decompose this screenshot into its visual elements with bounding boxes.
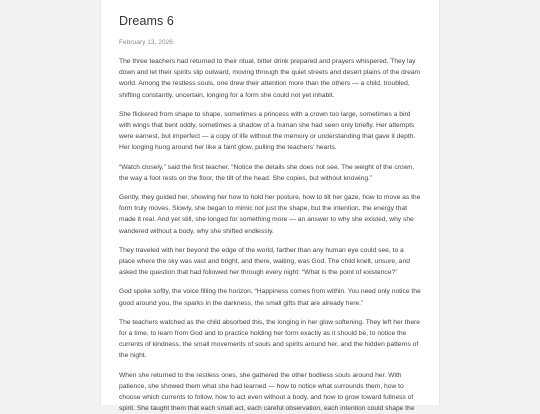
article-page [100, 0, 440, 413]
paragraph: The three teachers had returned to their ritual, bitter drink prepared and prayers whispered. They lay down and let their spirits slip outward, moving through the quiet streets and desert plains of the dream world. Among the restless souls, one drew their attention more than the others — a child, troubled, shifting constantly, uncertain, longing for a form she could not yet inhabit. [119, 58, 421, 99]
paragraph: The teachers watched as the child absorbed this, the longing in her glow softening. They left her there for a time, to learn from God and to practice holding her form exactly as it should be, to notice the currents of kindness, the small movements of souls and spirits around her, and the hidden patterns of the night. [119, 318, 420, 360]
paragraph: “Watch closely,” said the first teacher. “Notice the details she does not see. The weight of the crown, the way a foot rests on the floor, the tilt of the head. She copies, but without knowing.” [119, 163, 415, 182]
paragraph: They traveled with her beyond the edge of the world, farther than any human eye could see, to a place where the sky was vast and bright, and there, waiting, was God. The child knelt, unsure, and asked the question that had followed her through every night: “What is the point of existence?” [119, 246, 410, 277]
post-date: February 13, 2026 [119, 39, 173, 46]
paragraph: Gently, they guided her, showing her how to hold her posture, how to tilt her gaze, how to move as the form truly moves. Slowly, she began to mimic not just the shape, but the intention, the energy that made it real. And yet still, she longed for something more — an answer to why she existed, why she wandered without a body, why she shifted endlessly. [119, 194, 421, 235]
article-content [119, 13, 421, 414]
post-body [119, 56, 421, 414]
paragraph: She flickered from shape to shape, sometimes a princess with a crown too large, sometimes a bird with wings that bent oddly, sometimes a shadow of a human she had seen only briefly. Her attempts were earnest, but imperfect — a copy of life without the memory or understanding that gave it depth. Her longing hung around her like a faint glow, pulling the teachers' hearts. [119, 110, 416, 152]
post-title: Dreams 6 [119, 14, 174, 28]
paragraph: God spoke softly, the voice filling the horizon, “Happiness comes from within. You need only notice the good around you, the sparks in the darkness, the small gifts that are already here.” [119, 288, 421, 307]
paragraph: When she returned to the restless ones, she gathered the other bodiless souls around her. With patience, she showed them what she had learned — how to notice what surrounds them, how to choose which currents to follow, how to act even without a body, and how to grow toward fullness of spirit. She taught them that each small act, each careful observation, each intention could shape the [119, 371, 415, 413]
